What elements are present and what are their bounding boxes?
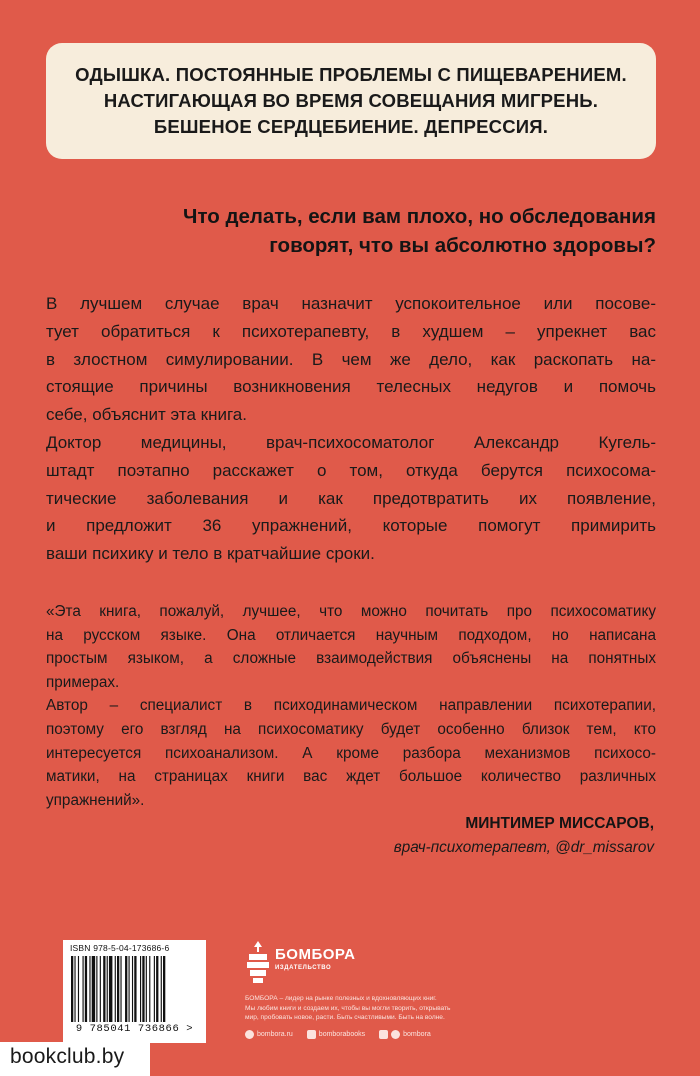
blurb-line: Мы любим книги и создаем их, чтобы вы могли творить, открывать (245, 1004, 451, 1012)
social-vk[interactable] (379, 1030, 431, 1039)
blurb-line: БОМБОРА – лидер на рынке полезных и вдохновляющих книг. (245, 995, 437, 1002)
author-name: МИНТИМЕР МИССАРОВ, (465, 815, 654, 832)
question-line: Что делать, если вам плохо, но обследования (183, 205, 656, 228)
paragraph-line: стоящие причины возникновения телесных недугов и помочь (46, 377, 656, 397)
bomb-logo-icon (245, 938, 271, 984)
quote-line: примерах. (46, 673, 120, 691)
blurb-line: мир, пробовать новое, расти. Быть счастливыми. Быть на волне. (245, 1014, 445, 1021)
callout-box (46, 43, 656, 159)
social-label: bomborabooks (318, 1030, 366, 1038)
publisher-blurb (245, 994, 645, 1023)
isbn-text: ISBN 978-5-04-173686-6 (70, 943, 170, 953)
lead-question (46, 202, 656, 260)
social-label: bombora.ru (257, 1030, 293, 1038)
barcode (63, 940, 206, 1043)
watermark-text: bookclub.by (10, 1045, 125, 1068)
paragraph-line: В лучшем случае врач назначит успокоительное или посове- (46, 294, 656, 313)
author-role: врач-психотерапевт, @dr_missarov (393, 839, 654, 856)
publisher-sub: ИЗДАТЕЛЬСТВО (275, 965, 332, 971)
quote-line: интересуется психоанализом. А кроме разбора механизмов психосо- (46, 744, 656, 762)
barcode-bars-icon (71, 956, 199, 1022)
vk-icon (379, 1030, 388, 1039)
quote-line: матики, на страницах книги вас ждет большое количество различных (46, 768, 656, 786)
paragraph-line: себе, объяснит эта книга. (46, 405, 247, 425)
quote-line: простым языком, а сложные взаимодействия объяснены на понятных (46, 650, 656, 668)
question-line: говорят, что вы абсолютно здоровы? (269, 234, 656, 257)
globe-icon (245, 1030, 254, 1039)
publisher-name: БОМБОРА (275, 946, 356, 963)
quote-author (394, 812, 654, 860)
site-watermark[interactable] (0, 1042, 150, 1076)
callout-line: БЕШЕНОЕ СЕРДЦЕБИЕНИЕ. ДЕПРЕССИЯ. (153, 116, 549, 137)
publisher-socials (245, 1028, 431, 1040)
quote-line: на русском языке. Она отличается научным подходом, но написана (46, 626, 656, 644)
callout-line: ОДЫШКА. ПОСТОЯННЫЕ ПРОБЛЕМЫ С ПИЩЕВАРЕНИЕМ. (75, 64, 627, 85)
paragraph-line: тические заболевания и как предотвратить их появление, (46, 488, 656, 508)
paragraph-line: ваши психику и тело в кратчайшие сроки. (46, 544, 375, 564)
social-label: bombora (403, 1030, 431, 1038)
quote-line: «Эта книга, пожалуй, лучшее, что можно почитать про психосоматику (46, 603, 656, 620)
social-site[interactable] (245, 1030, 293, 1039)
social-instagram[interactable] (307, 1030, 365, 1039)
callout-line: НАСТИГАЮЩАЯ ВО ВРЕМЯ СОВЕЩАНИЯ МИГРЕНЬ. (103, 90, 599, 111)
paragraph-line: в злостном симулировании. В чем же дело, как раскопать на- (46, 349, 656, 369)
publisher-logo (245, 938, 365, 988)
quote-line: поэтому его взгляд на психосоматику будет особенно близок тем, кто (46, 720, 656, 738)
review-quote (46, 600, 656, 812)
paragraph-line: и предложит 36 упражнений, которые помогут примирить (46, 516, 656, 536)
video-icon (391, 1030, 400, 1039)
quote-line: Автор – специалист в психодинамическом направлении психотерапии, (46, 697, 656, 715)
paragraph-line: тует обратиться к психотерапевту, в худшем – упрекнет вас (46, 321, 656, 341)
barcode-digits: 9 785041 736866 > (75, 1023, 194, 1035)
instagram-icon (307, 1030, 316, 1039)
paragraph-line: Доктор медицины, врач-психосоматолог Александр Кугель- (46, 433, 656, 452)
paragraph-line: штадт поэтапно расскажет о том, откуда берутся психосома- (46, 460, 656, 480)
paragraph-2 (46, 429, 656, 568)
quote-line: упражнений». (46, 791, 145, 809)
paragraph-1 (46, 290, 656, 429)
